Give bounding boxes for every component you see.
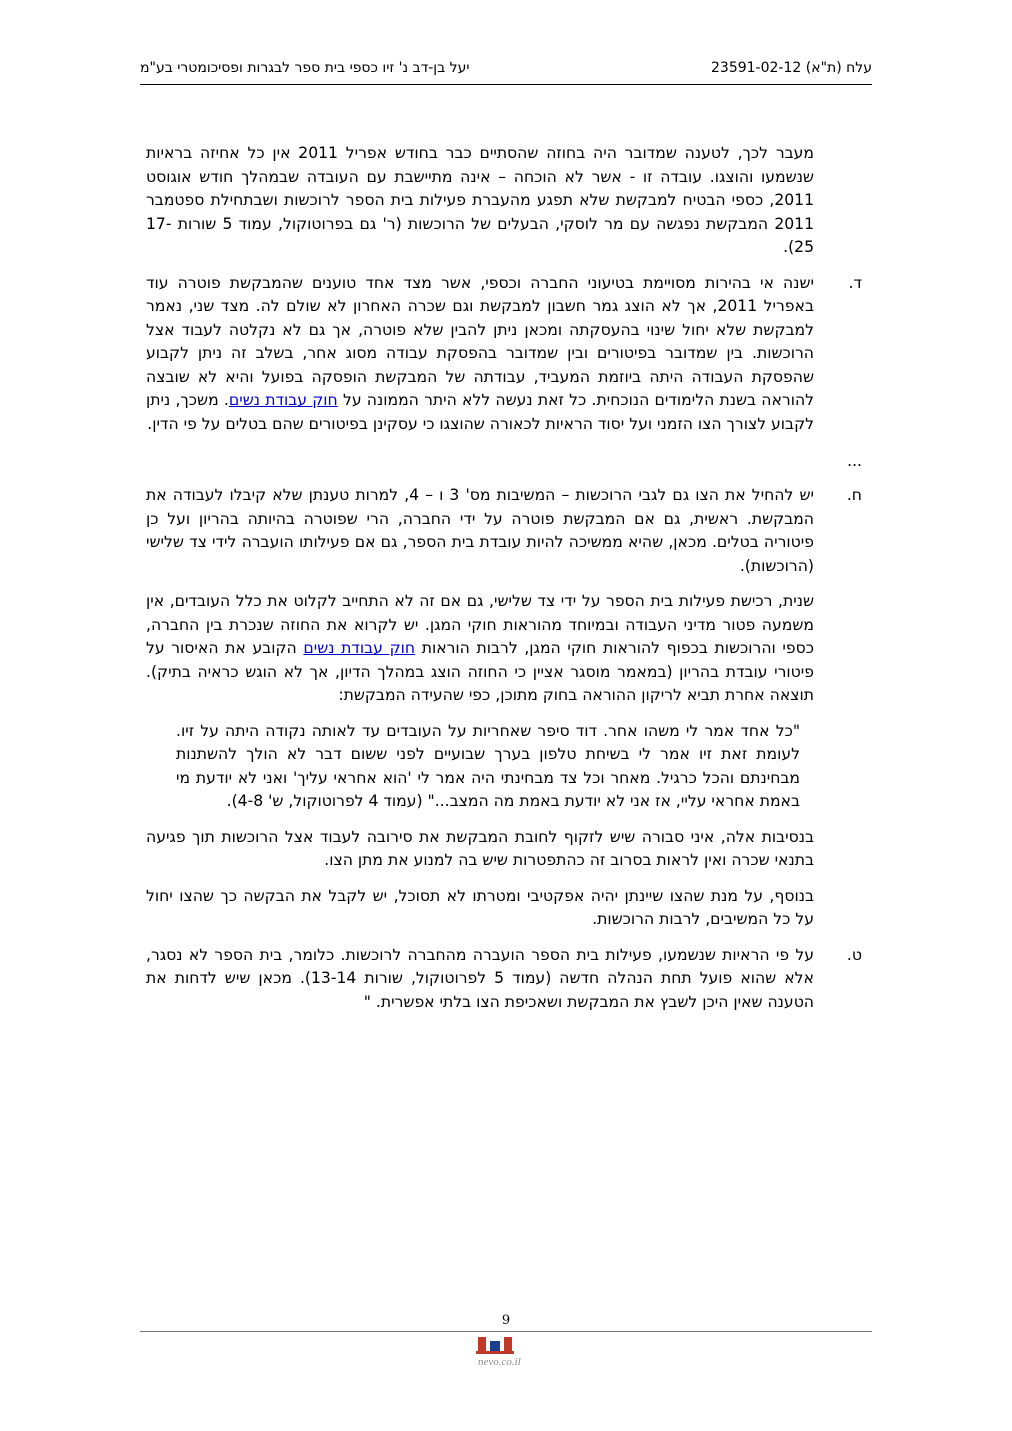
- footer-divider: [140, 1331, 872, 1332]
- nevo-logo-mark: [476, 1337, 514, 1354]
- law-link-women-employment[interactable]: חוק עבודת נשים: [228, 391, 338, 409]
- paragraph-circumstances: בנסיבות אלה, איני סבורה שיש לזקוף לחובת המבקשת את סירובה לעבוד אצל הרוכשות תוך פגיעה בתנאי שכרה ואין לראות בסרוב זה כהתפטרות שיש בה למנוע את מתן הצו.: [146, 827, 814, 869]
- section-h-label: ח.: [846, 486, 862, 504]
- section-t: [146, 944, 862, 1015]
- section-h-text: יש להחיל את הצו גם לגבי הרוכשות – המשיבות מס' 3 ו – 4, למרות טענתן שלא קיבלו לעבודה את המבקשת. ראשית, גם אם המבקשת פוטרה על ידי החברה, הרי שפוטרה בהיותה בהריון ועל כן פיטוריה בטלים. מכאן, שהיא ממשיכה להיות עובדת בית הספר, גם אם פעילותו הועברה לידי צד שלישי (הרוכשות).: [146, 486, 814, 575]
- section-d: [146, 272, 862, 437]
- section-d-label: ד.: [848, 273, 862, 292]
- nevo-logo-text: nevo.co.il: [478, 1356, 521, 1368]
- law-link-women-employment-2[interactable]: חוק עבודת נשים: [303, 639, 416, 657]
- section-t-text: על פי הראיות שנשמעו, פעילות בית הספר הועברה מהחברה לרוכשות. כלומר, בית הספר לא נסגר, אלא שהוא פועל תחת הנהלה חדשה (עמוד 5 לפרוטוקול, שורות 13-14). מכאן שיש לדחות את הטענה שאין היכן לשבץ את המבקשת ושאכיפת הצו בלתי אפשרית. ": [146, 945, 814, 1011]
- paragraph-second: שנית, רכישת פעילות בית הספר על ידי צד שלישי, גם אם זה לא התחייב לקלוט את כלל העובדים, אין משמעה פטור מדיני העבודה ובמיוחד מהוראות חוקי המגן. יש לקרוא את החוזה שנכרת בין החברה, כספי והרוכשות בכפוף להוראות חוקי המגן, לרבות הוראות חוק עבודת נשים הקובע את האיסור על פיטורי עובדת בהריון (במאמר מוסגר אציין כי החוזה הוצג במהלך הדיון, אך לא הוגש כראיה בתיק). תוצאה אחרת תביא לריקון ההוראה בחוק מתוכן, כפי שהעידה המבקשת:: [146, 592, 815, 704]
- paragraph-continuation: מעבר לכך, לטענה שמדובר היה בחוזה שהסתיים כבר בחודש אפריל 2011 אין כל אחיזה בראיות שנשמעו והוצגו. עובדה זו - אשר לא הוכחה – אינה מתיישבת עם העובדה שבמהלך חודש אוגוסט 2011, כספי הבטיח למבקשת שלא תפגע מהעברת פעילות בית הספר לרוכשות ושבתחילת ספטמבר 2011 המבקשת נפגשה עם מר לוסקי, הבעלים של הרוכשות (ר' גם בפרוטוקול, עמוד 5 שורות 17-25).: [146, 144, 815, 256]
- document-body: [146, 142, 862, 1026]
- section-h: [146, 484, 862, 578]
- ellipsis-mark: ...: [847, 452, 862, 470]
- case-number: עלח (ת"א) 23591-02-12: [711, 60, 872, 76]
- header-divider: [140, 84, 872, 85]
- nevo-logo: [470, 1335, 570, 1369]
- running-header: [140, 60, 872, 82]
- section-d-text: ישנה אי בהירות מסויימת בטיעוני החברה וכספי, אשר מצד אחד טוענים שהמבקשת פוטרה עוד באפריל 2011, אך לא הוצג גמר חשבון למבקשת וגם שכרה האחרון לא שולם לה. מצד שני, נאמר למבקשת שלא יחול שינוי בהעסקתה ומכאן ניתן להבין שלא פוטרה, אך גם לא נקלטה לעבוד אצל הרוכשות. בין שמדובר בפיטורים ובין שמדובר בהפסקת עבודה מסוג אחר, בשלב זה ניתן לקבוע שהפסקת העבודה היתה ביוזמת המעביד, עבודתה של המבקשת הופסקה בפועל והיא לא שובצה להוראה בשנת הלימודים הנוכחית. כל זאת נעשה ללא היתר הממונה על חוק עבודת נשים. משכך, ניתן לקבוע לצורך הצו הזמני ועל יסוד הראיות לכאורה שהוצגו כי עסקינן בפיטורים שהם בטלים על פי הדין.: [146, 273, 814, 433]
- case-title: יעל בן-דב נ' זיו כספי בית ספר לבגרות ופסיכומטרי בע"מ: [140, 60, 470, 76]
- page-number: 9: [501, 1313, 511, 1328]
- paragraph-addition: בנוסף, על מנת שהצו שיינתן יהיה אפקטיבי ומטרתו לא תסוכל, יש לקבל את הבקשה כך שהצו יחול על כל המשיבים, לרבות הרוכשות.: [146, 886, 814, 928]
- section-t-label: ט.: [846, 945, 862, 964]
- testimony-quote: "כל אחד אמר לי משהו אחר. דוד סיפר שאחריות על העובדים עד לאותה נקודה היתה על זיו. לעומת זאת זיו אמר לי בשיחת טלפון בערך שבועיים לפני ששום דבר לא הולך להשתנות מבחינתם והכל כרגיל. מאחר וכל צד מבחינתי היה אמר לי 'הוא אחראי עליך' ואני לא יודעת מי באמת אחראי עליי, אז אני לא יודעת באמת מה המצב..." (עמוד 4 לפרוטוקול, ש' 4-8).: [176, 721, 800, 810]
- ellipsis-row: [146, 448, 862, 484]
